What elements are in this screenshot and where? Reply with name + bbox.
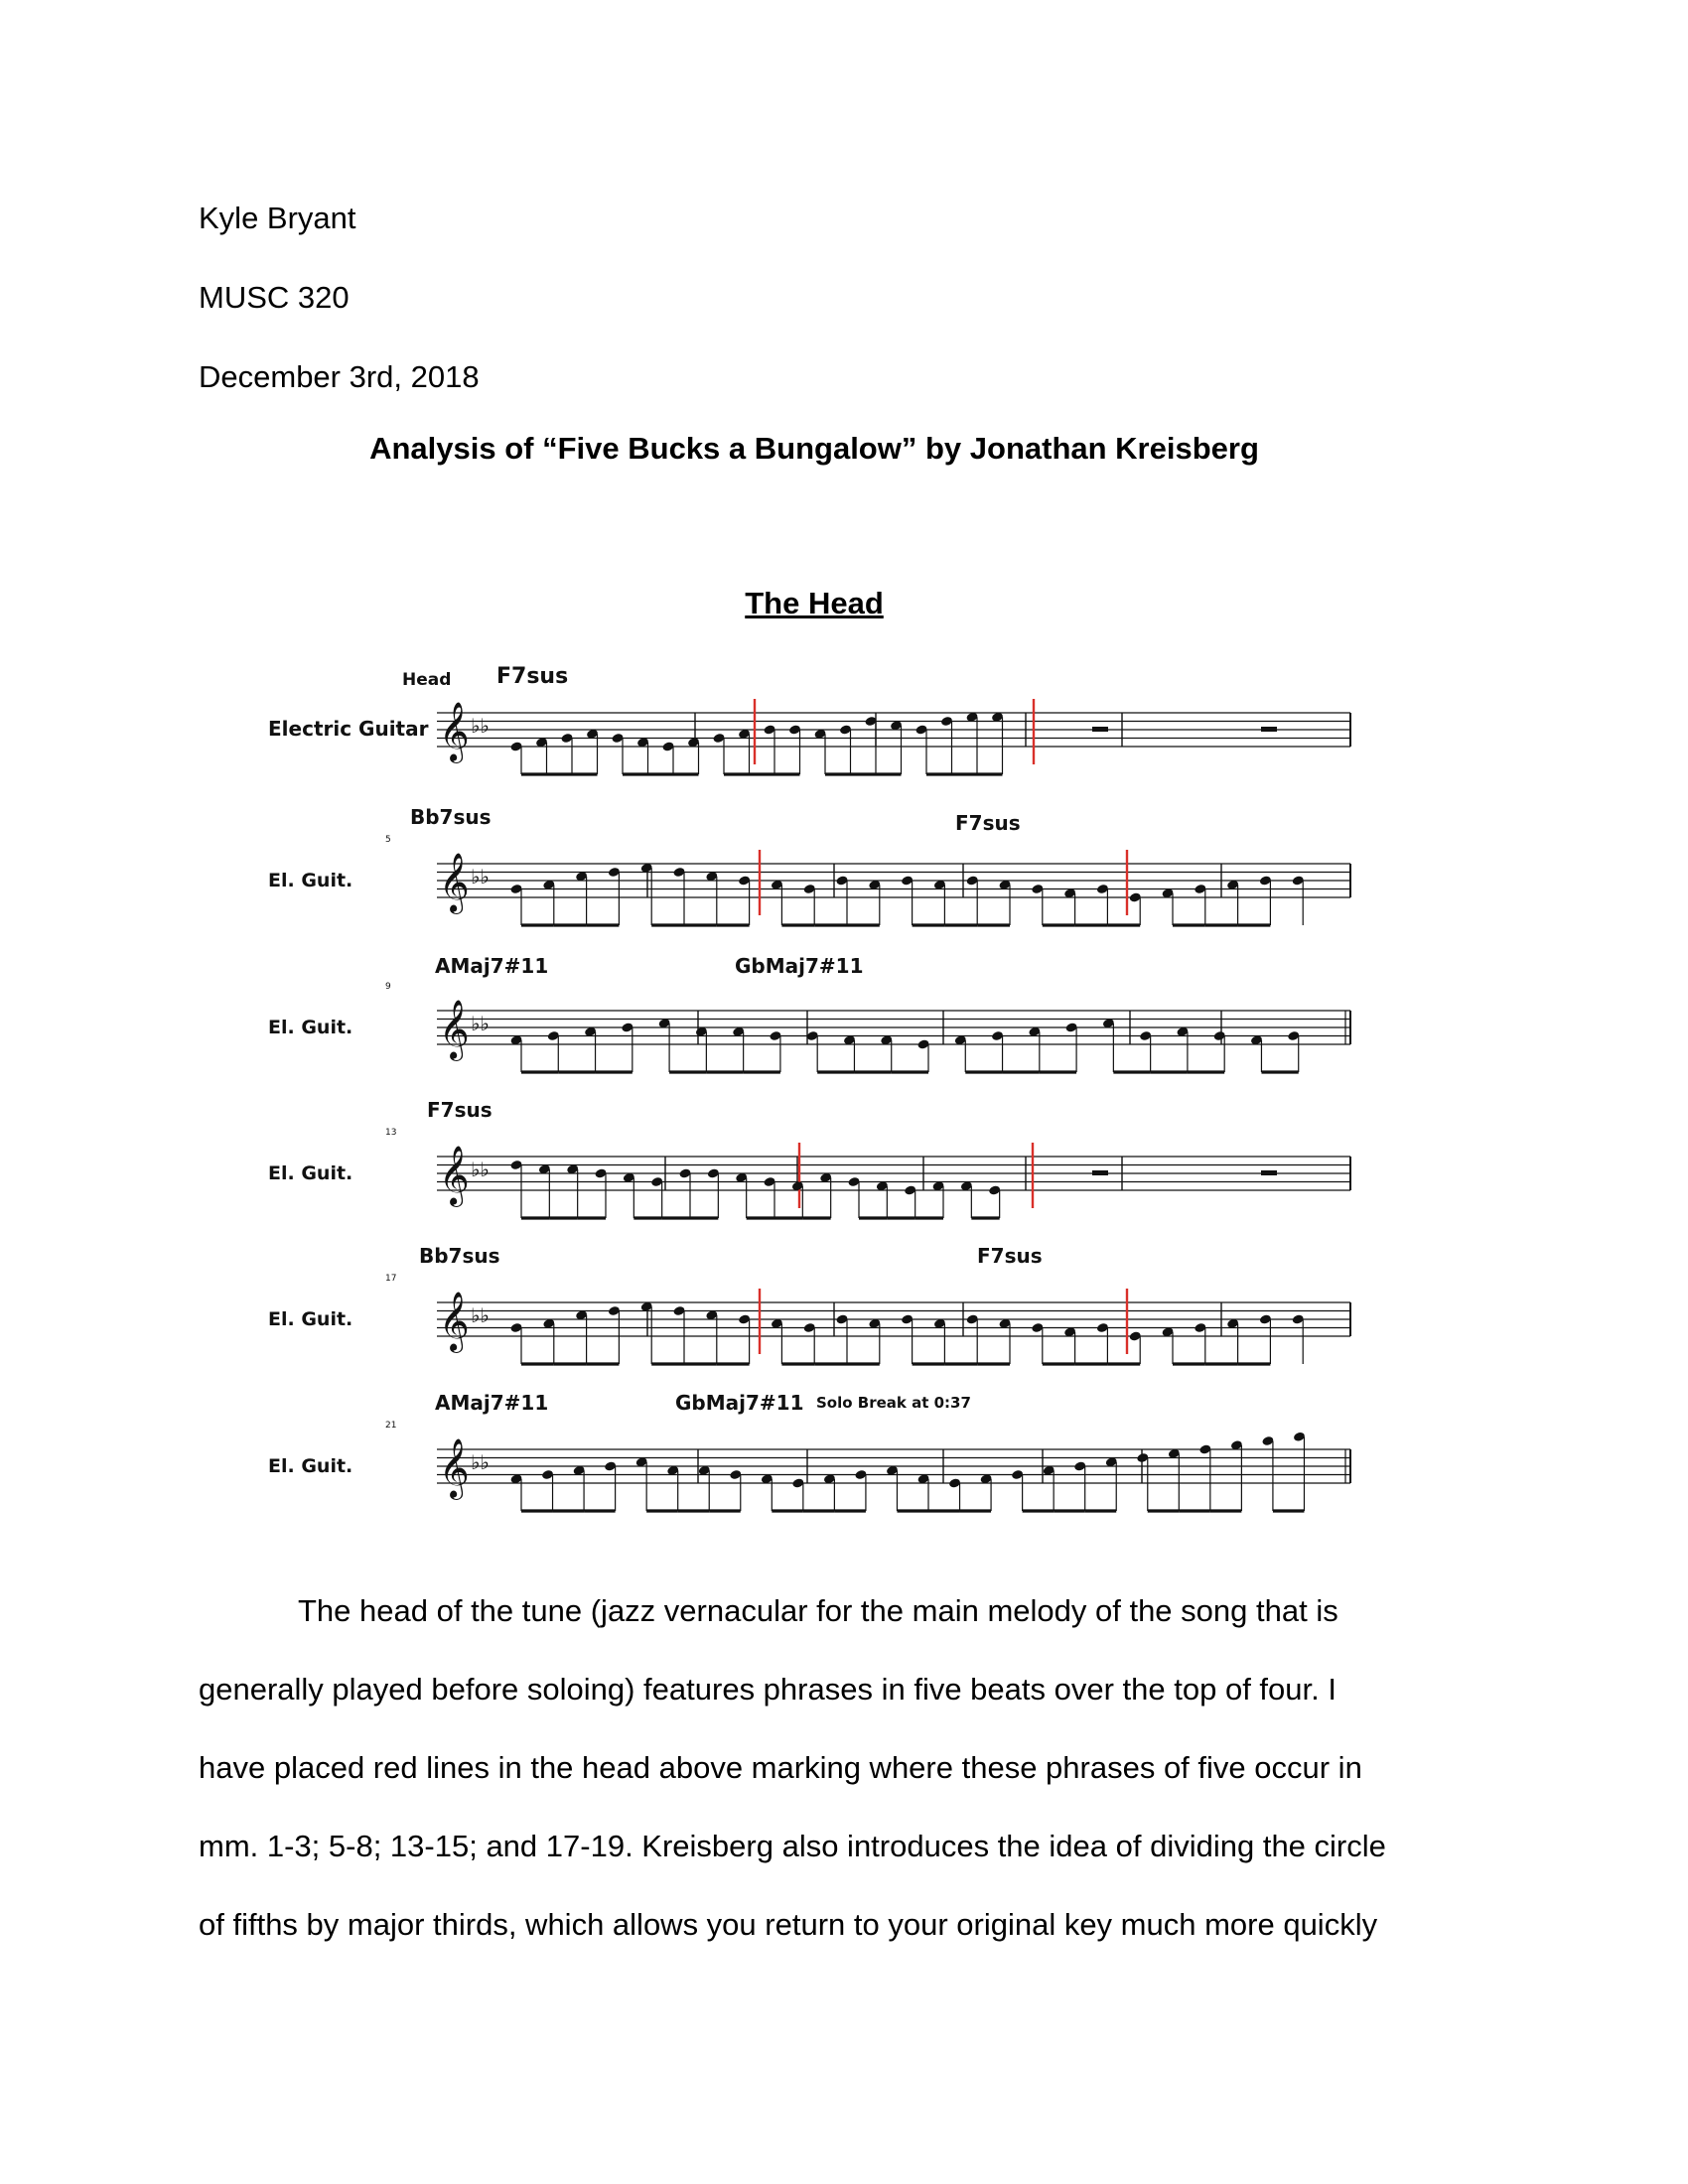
course-code: MUSC 320 (199, 280, 350, 315)
lead-sheet-score (268, 655, 1370, 1529)
body-line: The head of the tune (jazz vernacular for the main melody of the song that is (298, 1593, 1338, 1628)
body-line: generally played before soloing) features phrases in five beats over the top of four. I (199, 1672, 1336, 1706)
document-title: Analysis of “Five Bucks a Bungalow” by Jonathan Kreisberg (369, 431, 1259, 466)
half-rest-icon (1092, 1170, 1108, 1175)
chord-symbol: AMaj7#11 (435, 954, 549, 978)
half-rest-icon (1261, 1170, 1277, 1175)
chord-symbol: GbMaj7#11 (735, 954, 864, 978)
author-name: Kyle Bryant (199, 201, 356, 235)
staff-system (268, 699, 1350, 774)
paper-date: December 3rd, 2018 (199, 359, 480, 394)
solo-break-note: Solo Break at 0:37 (816, 1394, 971, 1412)
key-signature-flats-icon: ♭♭ (471, 1303, 490, 1327)
treble-clef-icon: 𝄞 (439, 702, 470, 761)
key-signature-flats-icon: ♭♭ (471, 865, 490, 888)
measure-number: 13 (385, 1128, 397, 1138)
treble-clef-icon: 𝄞 (439, 1292, 470, 1351)
key-signature-flats-icon: ♭♭ (471, 1450, 490, 1474)
chord-symbol: Bb7sus (419, 1244, 500, 1268)
staff-system (268, 835, 1350, 925)
treble-clef-icon: 𝄞 (439, 1146, 470, 1205)
instrument-label: El. Guit. (268, 1455, 353, 1477)
key-signature-flats-icon: ♭♭ (471, 1158, 490, 1181)
body-line: of fifths by major thirds, which allows you return to your original key much more quickly (199, 1907, 1378, 1942)
instrument-label: El. Guit. (268, 1308, 353, 1330)
measure-number: 21 (385, 1421, 397, 1431)
instrument-label: El. Guit. (268, 1017, 353, 1038)
treble-clef-icon: 𝄞 (439, 1000, 470, 1059)
staff-system (268, 1274, 1350, 1364)
treble-clef-icon: 𝄞 (439, 1438, 470, 1498)
body-line: have placed red lines in the head above marking where these phrases of five occur in (199, 1750, 1362, 1785)
half-rest-icon (1092, 727, 1108, 732)
staff-system (268, 1128, 1350, 1218)
key-signature-flats-icon: ♭♭ (471, 1012, 490, 1035)
key-signature-flats-icon: ♭♭ (471, 714, 490, 738)
measure-number: 17 (385, 1274, 397, 1284)
treble-clef-icon: 𝄞 (439, 853, 470, 912)
measure-number: 5 (385, 835, 391, 845)
staff-system (268, 982, 1350, 1072)
body-paragraph (199, 1571, 1489, 1964)
chord-symbol: F7sus (977, 1244, 1043, 1268)
chord-symbol: F7sus (496, 664, 569, 689)
chord-symbol: AMaj7#11 (435, 1391, 549, 1415)
body-line: mm. 1-3; 5-8; 13-15; and 17-19. Kreisberg also introduces the idea of dividing the circle (199, 1829, 1386, 1863)
chord-symbol: F7sus (955, 811, 1021, 835)
staff-system (268, 1421, 1350, 1511)
instrument-label: El. Guit. (268, 870, 353, 891)
section-heading: The Head (745, 586, 884, 620)
instrument-label: Electric Guitar (268, 717, 429, 741)
chord-symbol: F7sus (427, 1098, 492, 1122)
half-rest-icon (1261, 727, 1277, 732)
measure-number: 9 (385, 982, 391, 992)
section-mark: Head (402, 670, 452, 690)
chord-symbol: Bb7sus (410, 805, 492, 829)
chord-symbol: GbMaj7#11 (675, 1391, 804, 1415)
instrument-label: El. Guit. (268, 1162, 353, 1184)
